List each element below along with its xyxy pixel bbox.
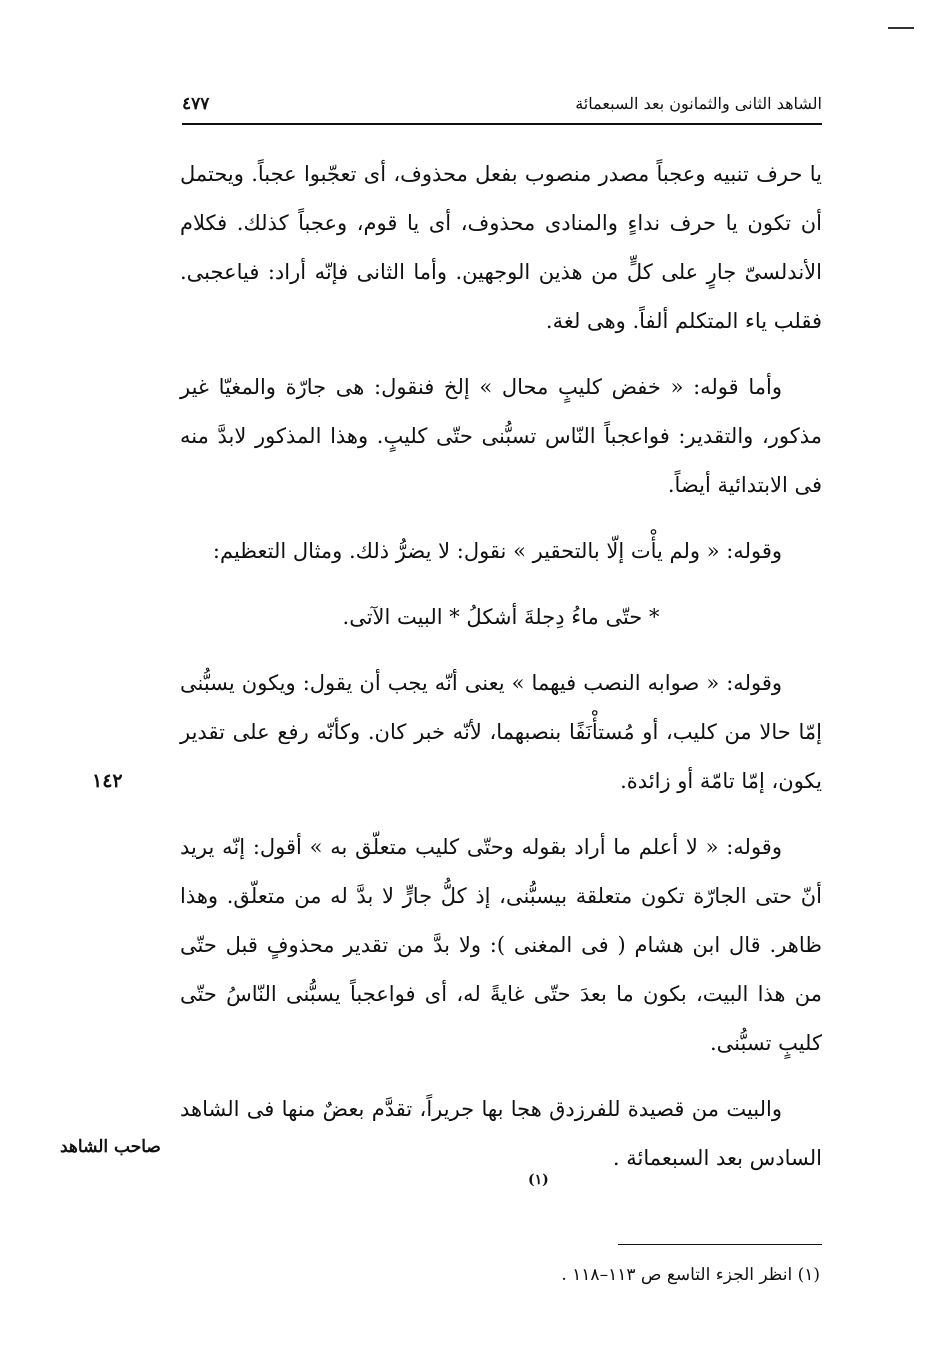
page-number: ٤٧٧: [182, 94, 210, 114]
margin-side-label: صاحب الشاهد: [60, 1137, 161, 1157]
paragraph: وقوله: « ولم يأْت إلّا بالتحقير » نقول: لا يضرُّ ذلك. ومثال التعظيم:: [212, 539, 782, 563]
running-header: [182, 92, 822, 122]
paragraph: والبيت من قصيدة للفرزدق هجا بها جريراً، تقدَّم بعضٌ منها فى الشاهد السادس بعد السبعمائة .: [180, 1097, 822, 1170]
footnote-marker: (١): [528, 1172, 549, 1188]
paragraph: وقوله: « صوابه النصب فيهما » يعنى أنّه يجب أن يقول: ويكون يسبُّنى إمّا حالا من كليب، أو مُستأْنَفًا بنصبهما، لأنّه خبر كان. وكأنّه رفع على تقدير يكون، إمّا تامّة أو زائدة.: [180, 671, 822, 793]
paragraph: وأما قوله: « خفض كليبٍ محال » إلخ فنقول: هى جارّة والمغيّا غير مذكور، والتقدير: فواعجباً النّاس تسبُّنى حتّى كليبٍ. وهذا المذكور لابدَّ منه فى الابتدائية أيضاً.: [180, 375, 822, 497]
footnote: (١) انظر الجزء التاسع ص ١١٣–١١٨ .: [561, 1265, 820, 1285]
paragraph: يا حرف تنبيه وعجباً مصدر منصوب بفعل محذوف، أى تعجّبوا عجباً. ويحتمل أن تكون يا حرف نداءٍ والمنادى محذوف، أى يا قوم، وعجباً كذلك. فكلام الأندلسىّ جارٍ على كلٍّ من هذين الوجهين. وأما الثانى فإنّه أراد: فياعجبى. فقلب ياء المتكلم ألفاً. وهى لغة.: [180, 162, 822, 333]
header-title: الشاهد الثانى والثمانون بعد السبعمائة: [575, 94, 822, 113]
paragraph: وقوله: « لا أعلم ما أراد بقوله وحتّى كليب متعلّق به » أقول: إنّه يريد أنّ حتى الجارّة تكون متعلقة بيسبُّنى، إذ كلُّ جارٍّ لا بدَّ له من متعلّق. وهذا ظاهر. قال ابن هشام ( فى المغنى ): ولا بدَّ من تقدير محذوفٍ قبل حتّى من هذا البيت، بكون ما بعدَ حتّى غايةً له، أى فواعجباً يسبُّنى النّاسُ حتّى كليبٍ تسبُّنى.: [180, 835, 822, 1055]
verse-quote: * حتّى ماءُ دِجلةَ أشكلُ * البيت الآتى.: [342, 605, 660, 629]
footnote-rule: [618, 1244, 822, 1245]
margin-page-ref: ١٤٢: [92, 770, 123, 792]
corner-mark: [888, 27, 914, 29]
main-text: [180, 150, 822, 1200]
header-rule: [182, 123, 822, 125]
